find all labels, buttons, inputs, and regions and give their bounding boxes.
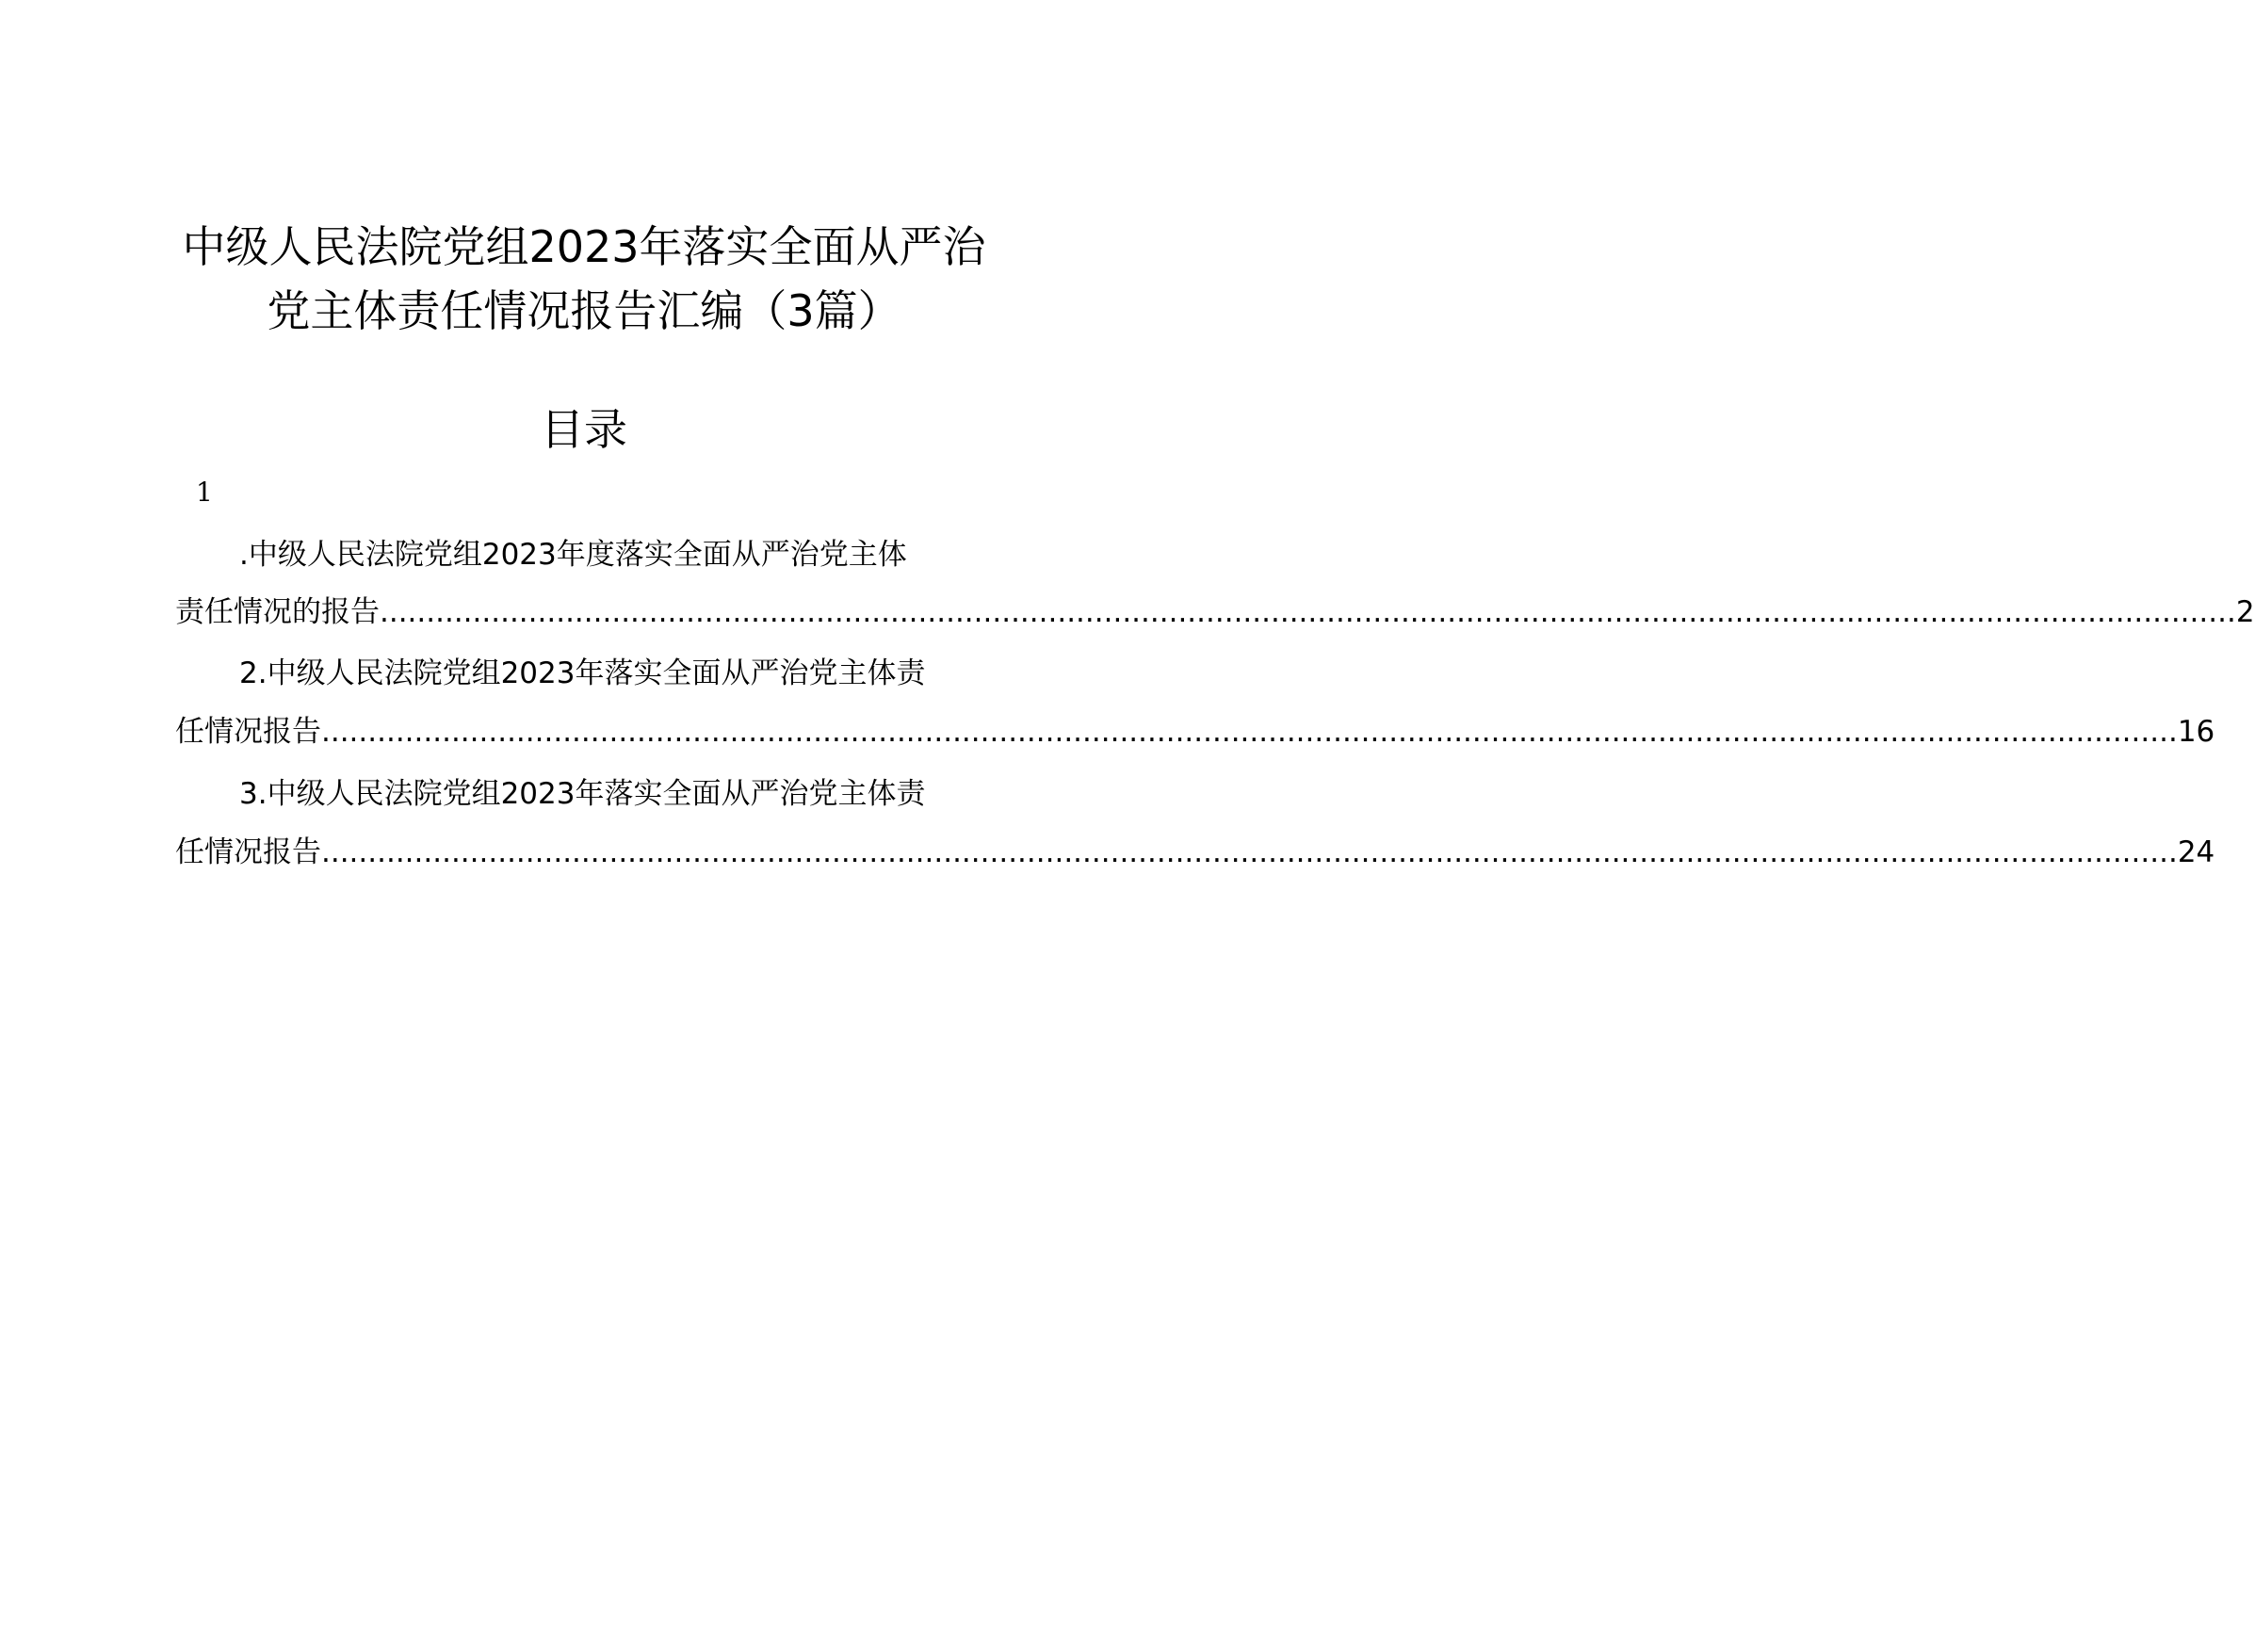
toc-entry-3-title-end: 任情况报告 bbox=[175, 835, 321, 869]
toc-entry-3-continuation[interactable] bbox=[175, 832, 2215, 873]
toc-entry-2-title[interactable]: 2.中级人民法院党组2023年落实全面从严治党主体责 bbox=[239, 656, 926, 690]
document-title-line-1: 中级人民法院党组2023年落实全面从严治 bbox=[182, 221, 986, 272]
dot-leader: ........................................................................................................................................................................................................ bbox=[321, 715, 2178, 749]
dot-leader: ........................................................................................................................................................................................................ bbox=[380, 595, 2236, 629]
toc-entry-3-title[interactable]: 3.中级人民法院党组2023年落实全面从严治党主体责 bbox=[239, 777, 926, 811]
stray-number: 1 bbox=[196, 477, 213, 508]
toc-entry-1-page: 2 bbox=[2235, 595, 2255, 629]
toc-entry-2-continuation[interactable] bbox=[175, 711, 2215, 753]
toc-heading: 目录 bbox=[541, 404, 627, 455]
document-title-line-2: 党主体责任情况报告汇编（3篇） bbox=[267, 285, 901, 336]
toc-entry-1-continuation[interactable] bbox=[175, 591, 2255, 633]
toc-entry-2-title-end: 任情况报告 bbox=[175, 715, 321, 749]
dot-leader: ........................................................................................................................................................................................................ bbox=[321, 835, 2178, 869]
toc-entry-1-title-end: 责任情况的报告 bbox=[175, 595, 380, 629]
toc-entry-1-title[interactable]: .中级人民法院党组2023年度落实全面从严治党主体 bbox=[239, 538, 907, 572]
toc-entry-3-page: 24 bbox=[2177, 835, 2215, 869]
toc-entry-2-page: 16 bbox=[2177, 715, 2215, 749]
